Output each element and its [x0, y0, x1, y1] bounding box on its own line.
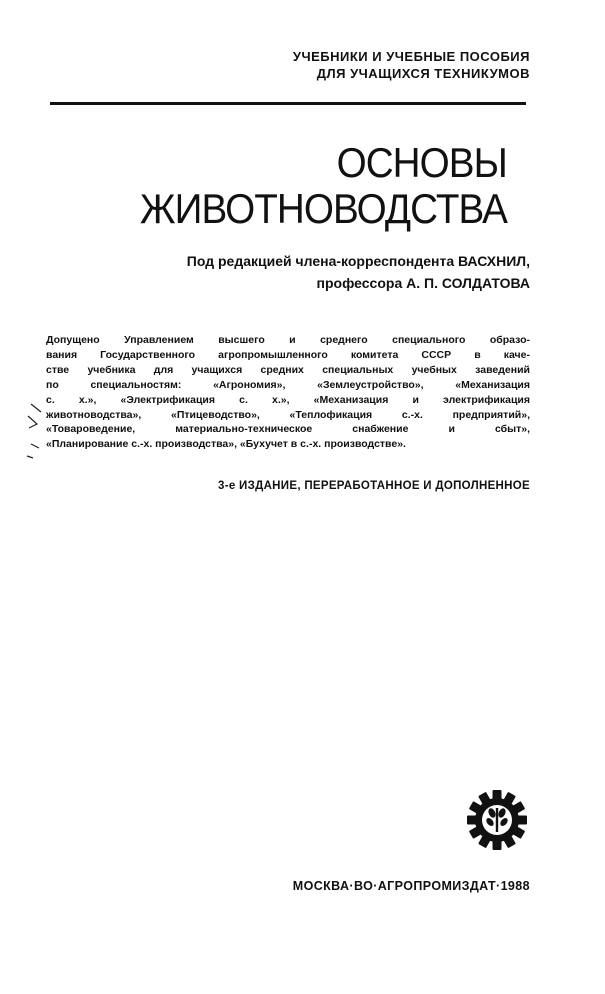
book-title — [140, 140, 507, 232]
horizontal-rule — [50, 102, 526, 105]
title-line-2: ЖИВОТНОВОДСТВА — [139, 185, 507, 232]
title-line-1: ОСНОВЫ — [336, 139, 507, 186]
series-line-1: УЧЕБНИКИ И УЧЕБНЫЕ ПОСОБИЯ — [292, 49, 530, 64]
approval-line: «Планирование с.-х. производства», «Бухучет в с.-х. производстве». — [46, 438, 406, 451]
approval-line: по специальностям: «Агрономия», «Землеустройство», «Механизация — [46, 378, 530, 391]
approval-line: стве учебника для учащихся средних специальных учебных заведений — [46, 363, 530, 376]
approval-line: животноводства», «Птицеводство», «Теплофикация с.-х. предприятий», — [46, 408, 530, 421]
approval-line: Допущено Управлением высшего и среднего специального образо- — [46, 334, 530, 346]
series-line-2: ДЛЯ УЧАЩИХСЯ ТЕХНИКУМОВ — [316, 66, 530, 81]
approval-notice — [46, 333, 530, 452]
approval-line: с. х.», «Электрификация с. х.», «Механизация и электрификация — [46, 393, 530, 406]
editor-credit — [187, 250, 530, 294]
approval-line: вания Государственного агропромышленного комитета СССР в каче- — [46, 348, 530, 361]
editor-line-2: профессора А. П. СОЛДАТОВА — [316, 275, 530, 291]
publisher-imprint: МОСКВА·ВО·АГРОПРОМИЗДАТ·1988 — [292, 879, 530, 893]
series-heading — [293, 48, 530, 82]
editor-line-1: Под редакцией члена-корреспондента ВАСХНИЛ, — [186, 253, 530, 269]
approval-line: «Товароведение, материально-техническое снабжение и сбыт», — [46, 423, 530, 436]
agropromizdat-gear-wheat-logo-icon — [466, 789, 528, 851]
edition-note: 3-е ИЗДАНИЕ, ПЕРЕРАБОТАННОЕ И ДОПОЛНЕННОЕ — [218, 480, 530, 492]
handwritten-marks — [25, 398, 45, 460]
